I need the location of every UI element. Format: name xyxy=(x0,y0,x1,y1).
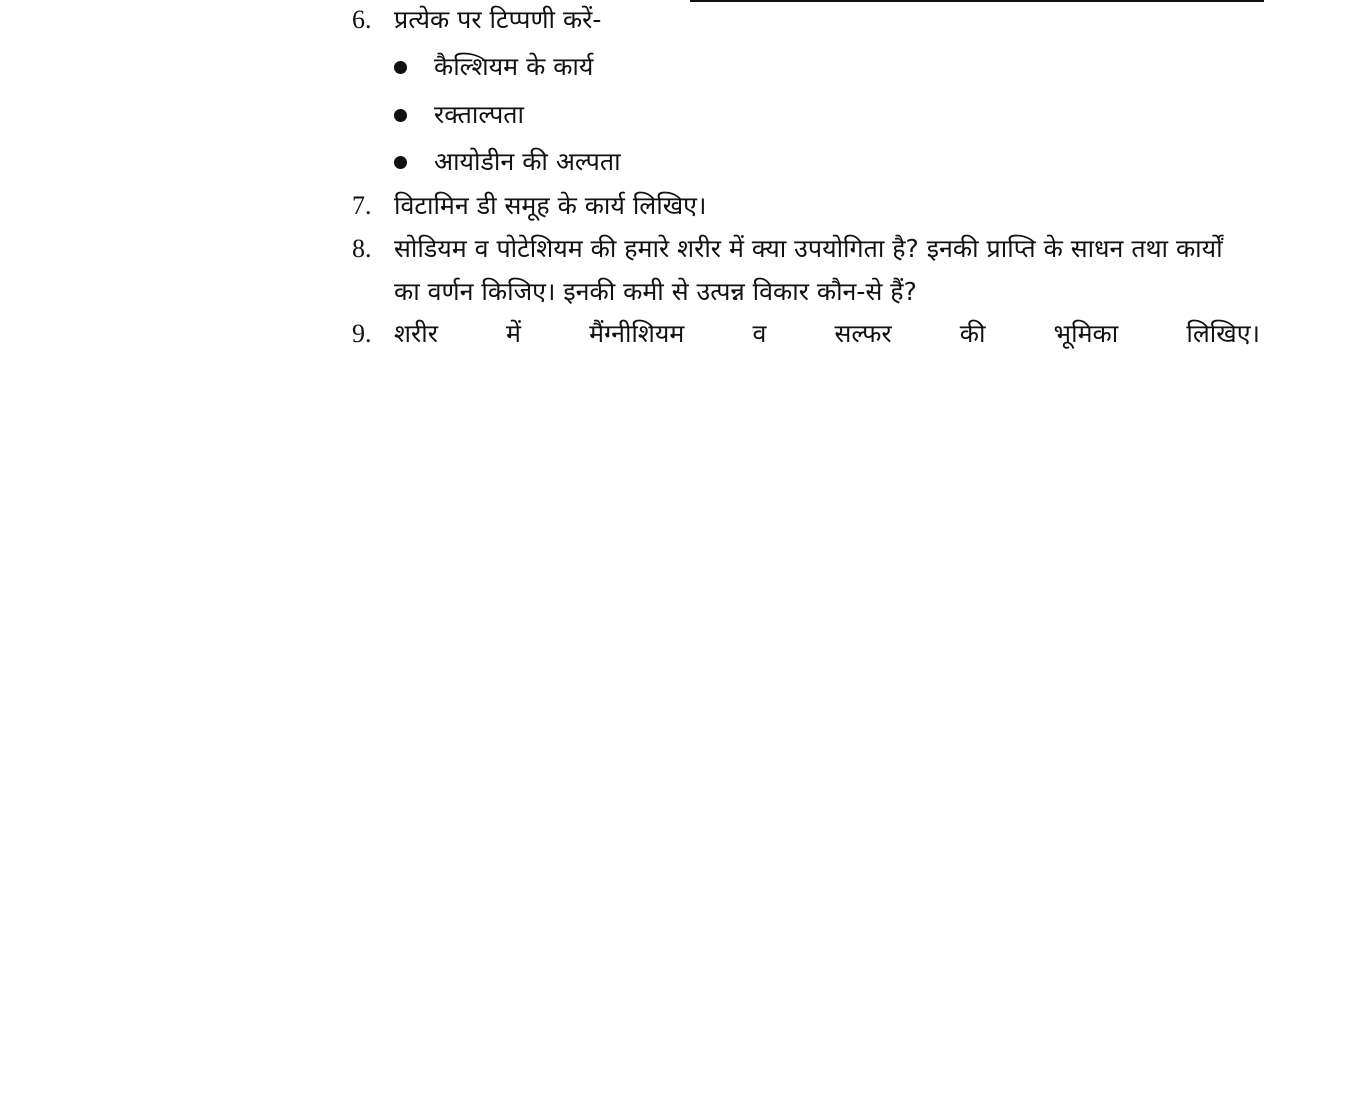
bullet-icon xyxy=(394,109,407,122)
word: व xyxy=(752,319,767,348)
question-text: विटामिन डी समूह के कार्य लिखिए। xyxy=(394,191,707,220)
word: शरीर xyxy=(394,319,438,348)
question-text: प्रत्येक पर टिप्पणी करें- xyxy=(394,5,602,34)
word: सल्फर xyxy=(834,319,892,348)
question-number: 9. xyxy=(352,319,372,348)
top-rule xyxy=(690,0,1264,2)
list-item-text: कैल्शियम के कार्य xyxy=(434,52,594,81)
word: में xyxy=(506,319,521,348)
word: की xyxy=(959,319,986,348)
word: लिखिए। xyxy=(1186,319,1260,348)
bullet-icon xyxy=(394,61,407,74)
question-text xyxy=(394,312,1260,356)
question-number: 8. xyxy=(352,234,372,263)
word: मैंग्नीशियम xyxy=(589,319,685,348)
list-item-text: रक्ताल्पता xyxy=(434,100,525,129)
list-item-text: आयोडीन की अल्पता xyxy=(434,147,621,176)
word: भूमिका xyxy=(1053,319,1119,348)
question-number: 6. xyxy=(352,5,372,34)
question-text-line-2: का वर्णन किजिए। इनकी कमी से उत्पन्न विकार कौन-से हैं? xyxy=(394,277,917,306)
bullet-icon xyxy=(394,156,407,169)
question-number: 7. xyxy=(352,191,372,220)
question-text-line-1: सोडियम व पोटेशियम की हमारे शरीर में क्या उपयोगिता है? इनकी प्राप्ति के साधन तथा कार्यों xyxy=(394,234,1223,263)
